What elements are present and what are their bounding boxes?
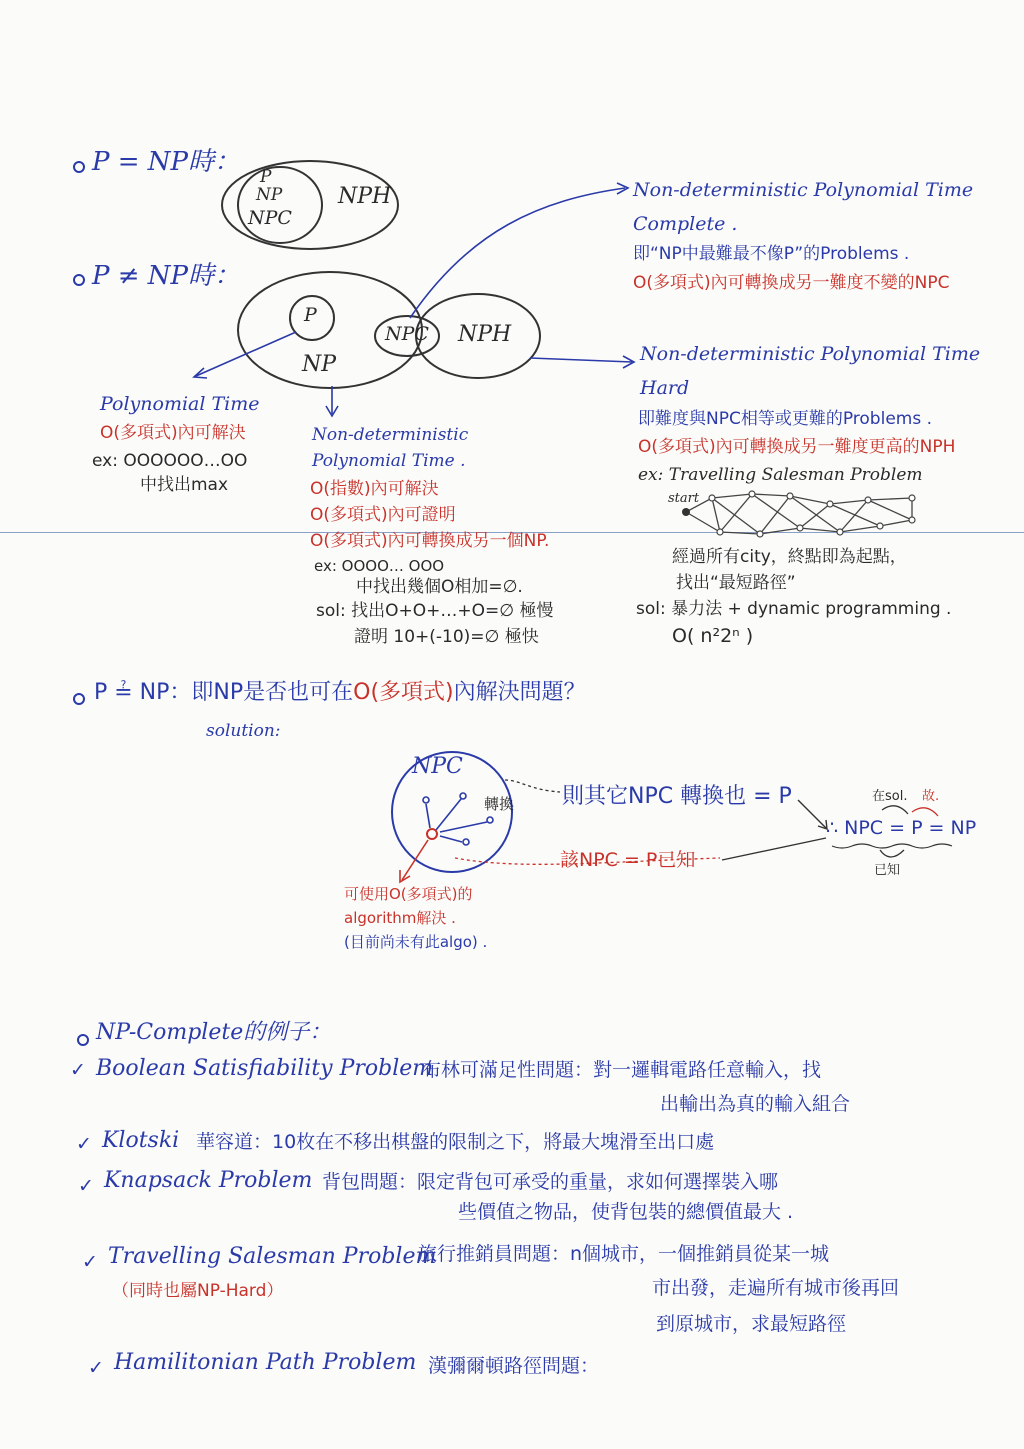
then-others-label: 則其它NPC 轉換也 = P [562, 784, 792, 809]
example-desc-knapsack: 背包問題：限定背包可承受的重量，求如何選擇裝入哪 [322, 1171, 779, 1193]
example-name-boolean: Boolean Satisfiability Problem [96, 1056, 434, 1081]
np-example-line2: 中找出幾個O相加=∅. [356, 577, 523, 597]
p-red-note: O(多項式)內可解決 [100, 423, 246, 443]
example-name-tsp: Travelling Salesman Problem [108, 1244, 437, 1269]
set-label-nph: NPH [458, 322, 512, 347]
example-name-knapsack: Knapsack Problem [104, 1168, 313, 1193]
solution-label: solution: [206, 721, 281, 741]
question-prefix: P ≟ NP：即NP是否也可在 [94, 680, 354, 705]
npc-circle-label: NPC [412, 754, 463, 779]
example-desc-boolean: 布林可滿足性問題：對一邏輯電路任意輸入，找 [422, 1059, 822, 1081]
p-example-line2: 中找出max [140, 475, 229, 495]
npc-title-line2: Complete . [633, 213, 738, 235]
set-label-np: NP [302, 352, 337, 377]
np-solution-2: 證明 10+(-10)=∅ 極快 [354, 627, 539, 647]
np-solution-1: sol: 找出O+O+…+O=∅ 極慢 [316, 601, 554, 621]
convert-label: 轉換 [484, 795, 515, 813]
set-label-np: NP [256, 185, 283, 205]
example-desc-hamiltonian: 漢彌爾頓路徑問題： [428, 1355, 600, 1377]
npc-red-note: O(多項式)內可轉換成另一難度不變的NPC [633, 273, 950, 293]
tsp-complexity: O( n²2ⁿ ) [672, 625, 754, 647]
npc-title-line1: Non-deterministic Polynomial Time [633, 179, 974, 201]
examples-heading: NP-Complete的例子： [96, 1020, 332, 1045]
example-desc-tsp: 旅行推銷員問題：n個城市，一個推銷員從某一城 [418, 1243, 830, 1265]
check-mark: ✓ [70, 1059, 86, 1081]
red-explain-1: 可使用O(多項式)的 [344, 885, 473, 903]
sol-note: 在sol. [872, 789, 908, 804]
bullet-dot [77, 1034, 89, 1046]
check-mark: ✓ [82, 1251, 98, 1273]
known-note: 已知 [874, 863, 901, 878]
np-red-note-1: O(指數)內可解決 [310, 479, 439, 499]
check-mark: ✓ [88, 1357, 104, 1379]
conclusion-equation: ∴ NPC = P = NP [826, 817, 977, 839]
question-suffix: 內解決問題？ [453, 680, 586, 705]
np-title-line2: Polynomial Time . [312, 451, 466, 471]
tsp-start-label: start [668, 491, 700, 506]
tsp-solution: sol: 暴力法 + dynamic programming . [636, 599, 952, 619]
example-note-tsp: （同時也屬NP-Hard） [112, 1281, 284, 1301]
example-name-klotski: Klotski [102, 1128, 180, 1153]
p-vs-np-question [94, 680, 586, 705]
np-red-note-3: O(多項式)內可轉換成另一個NP. [310, 531, 550, 551]
question-red: O(多項式) [353, 680, 454, 705]
np-red-note-2: O(多項式)內可證明 [310, 505, 456, 525]
np-example: ex: OOOO… OOO [314, 557, 445, 575]
example-desc2-boolean: 出輸出為真的輸入組合 [660, 1093, 851, 1115]
set-label-p: P [304, 304, 317, 326]
example-desc2-knapsack: 些價值之物品，使背包裝的總價值最大 . [458, 1201, 794, 1223]
np-title-line1: Non-deterministic [312, 425, 469, 445]
bullet-dot [73, 161, 85, 173]
nph-example: ex: Travelling Salesman Problem [638, 465, 923, 485]
set-label-p: P [260, 167, 272, 187]
example-desc-klotski: 華容道：10枚在不移出棋盤的限制之下，將最大塊滑至出口處 [196, 1131, 715, 1153]
nph-title-line2: Hard [640, 377, 690, 399]
set-label-nph: NPH [338, 184, 392, 209]
p-example: ex: OOOOOO…OO [92, 451, 248, 471]
bullet-dot [73, 693, 85, 705]
set-label-npc: NPC [385, 323, 429, 345]
nph-red-note: O(多項式)內可轉換成另一難度更高的NPH [638, 437, 956, 457]
example-desc2-tsp: 市出發，走遍所有城市後再回 [652, 1277, 900, 1299]
example-name-hamiltonian: Hamilitonian Path Problem [114, 1350, 417, 1375]
check-mark: ✓ [76, 1133, 92, 1155]
tsp-find-text: 找出“最短路徑” [676, 573, 796, 593]
known-npc-label: 該NPC = P已知 [560, 849, 696, 871]
set-label-npc: NPC [248, 207, 292, 229]
p-not-equal-np-heading: P ≠ NP時： [92, 261, 241, 291]
p-equals-np-heading: P = NP時： [92, 147, 241, 177]
bullet-dot [73, 274, 85, 286]
example-desc3-tsp: 到原城市，求最短路徑 [656, 1313, 847, 1335]
check-mark: ✓ [78, 1175, 94, 1197]
nph-description: 即難度與NPC相等或更難的Problems . [638, 409, 933, 429]
nph-title-line1: Non-deterministic Polynomial Time [640, 343, 981, 365]
red-explain-3: (目前尚未有此algo) . [344, 933, 488, 951]
npc-description: 即“NP中最難最不像P”的Problems . [633, 244, 910, 264]
p-title: Polynomial Time [100, 393, 260, 415]
therefore-note: 故. [922, 789, 940, 804]
tsp-pass-text: 經過所有city，終點即為起點， [672, 547, 907, 567]
red-explain-2: algorithm解決 . [344, 909, 456, 927]
